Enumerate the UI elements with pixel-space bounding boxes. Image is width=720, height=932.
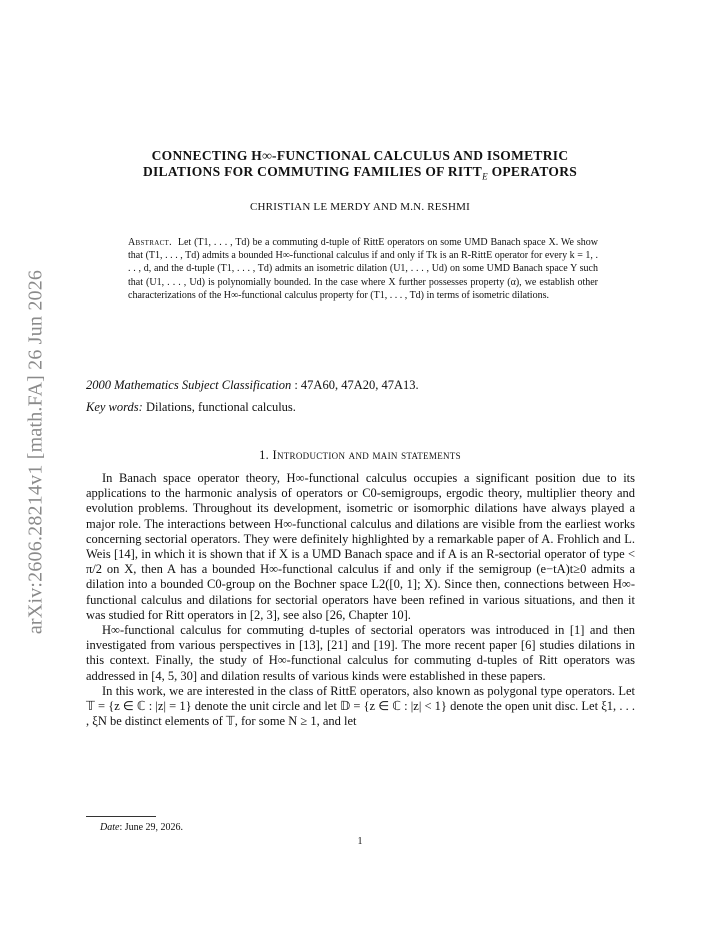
title-subscript: E [482, 171, 488, 182]
paper-authors: CHRISTIAN LE MERDY AND M.N. RESHMI [250, 201, 470, 213]
title-line-2-tail: OPERATORS [487, 164, 578, 179]
paper-title-line-2 [86, 163, 634, 186]
keywords-value: Dilations, functional calculus. [142, 400, 296, 414]
footnote-label: Date [100, 822, 120, 833]
paper-title-line-1: CONNECTING H∞-FUNCTIONAL CALCULUS AND ISOMETRIC [151, 148, 569, 163]
footnote-divider [86, 816, 156, 817]
keywords-label: Key words: [86, 400, 143, 414]
body-paragraph-2: H∞-functional calculus for commuting d-tuples of sectorial operators was introduced in [1] and then investigated from various perspectives in [13], [21] and [19]. The more recent paper [6] studies dilations in this context. Finally, the study of H∞-functional calculus for commuting d-tuples of Ritt operators was addressed in [4, 5, 30] and dilation results of various kinds were established in these papers. [86, 623, 635, 683]
abstract [128, 236, 598, 302]
msc-classification [86, 378, 646, 393]
body-text [86, 471, 635, 729]
footnote-date [100, 822, 183, 833]
msc-value: : 47A60, 47A20, 47A13. [291, 378, 419, 392]
arxiv-identifier-stamp [24, 248, 48, 656]
abstract-label: Abstract. [128, 237, 172, 248]
msc-label: 2000 Mathematics Subject Classification [86, 378, 292, 392]
title-line-2-main: DILATIONS FOR COMMUTING FAMILIES OF RITT [142, 164, 483, 179]
keywords [86, 400, 646, 415]
footnote-value: : June 29, 2026. [119, 822, 184, 833]
page-number: 1 [357, 836, 363, 847]
body-paragraph-3: In this work, we are interested in the class of RittE operators, also known as polygonal type operators. Let 𝕋 = {z ∈ ℂ : |z| = 1} denote the unit circle and let 𝔻 = {z ∈ ℂ : |z| < 1} denote the open unit disc. Let ξ1, . . . , ξN be distinct elements of 𝕋, for some N ≥ 1, and let [86, 683, 635, 729]
section-heading: 1. Introduction and main statements [259, 448, 461, 462]
abstract-text: Let (T1, . . . , Td) be a commuting d-tuple of RittE operators on some UMD Banach space X. We show that (T1, . . . , Td) admits a bounded H∞-functional calculus if and only if Tk is an R-RittE operator for every k = 1, . . . , d, and the d-tuple (T1, . . . , Td) admits an isometric dilation (U1, . . . , Ud) on some UMD Banach space Y such that (U1, . . . , Ud) is polynomially bounded. In the case where X further possesses property (α), we establish other characterizations of the H∞-functional calculus property for (T1, . . . , Td) in terms of isometric dilations. [128, 237, 599, 301]
arxiv-identifier-text: arXiv:2606.28214v1 [math.FA] 26 Jun 2026 [24, 269, 47, 635]
body-paragraph-1: In Banach space operator theory, H∞-functional calculus occupies a significant position due to its applications to the harmonic analysis of operators or C0-semigroups, ergodic theory, multiplier theory and evolution problems. Throughout its development, isometric or isomorphic dilations have always played a major role. The interactions between H∞-functional calculus and dilations are visible from the earliest works concerning sectorial operators. They were definitely highlighted by a remarkable paper of A. Frohlich and L. Weis [14], in which it is shown that if X is a UMD Banach space and if A is an R-sectorial operator of type < π/2 on X, then A has a bounded H∞-functional calculus if and only if the semigroup (e−tA)t≥0 admits a dilation into a bounded C0-group on the Bochner space L2([0, 1]; X). Since then, connections between H∞-functional calculus and dilations for sectorial operators have been refined in various situations, and then it was studied for Ritt operators in [2, 3], see also [26, Chapter 10]. [86, 471, 635, 622]
